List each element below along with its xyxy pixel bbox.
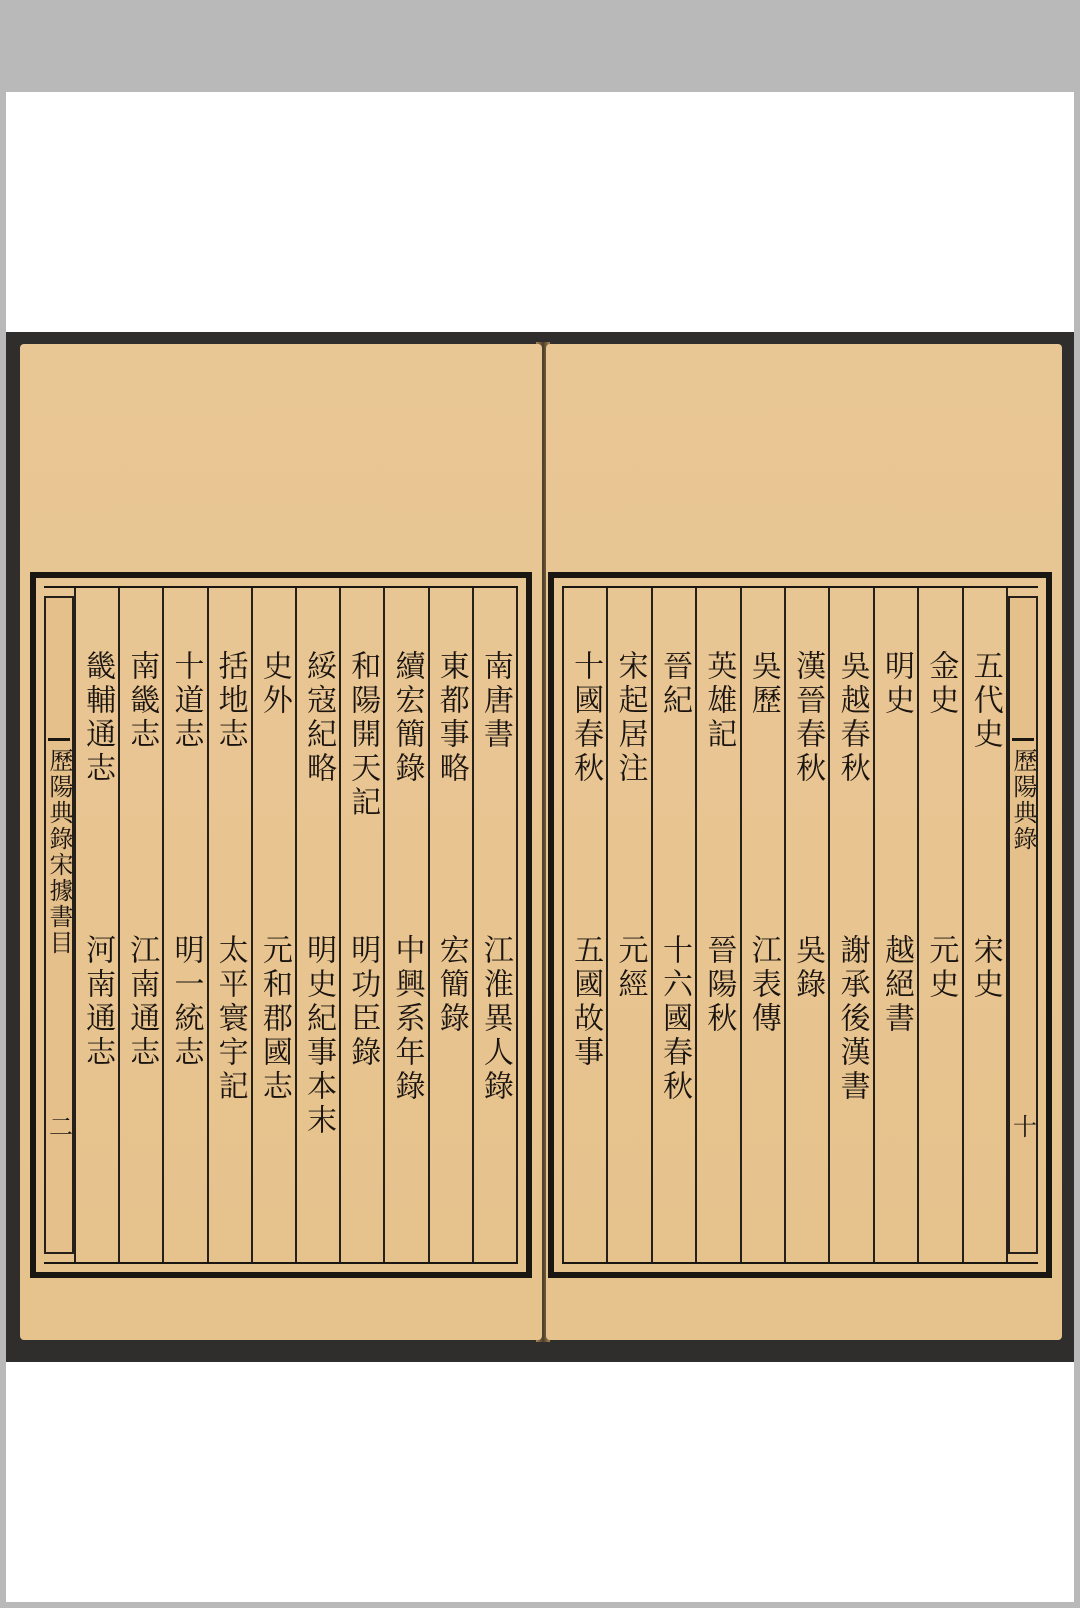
left-margin-strip xyxy=(44,596,74,1254)
column xyxy=(339,588,383,1262)
column xyxy=(784,588,828,1262)
book-title-entry: 宋起居注 xyxy=(612,650,648,786)
book-title-entry: 江南通志 xyxy=(124,934,160,1070)
book-title-entry: 晉紀 xyxy=(656,650,692,718)
column xyxy=(606,588,650,1262)
book-title-entry: 越絕書 xyxy=(878,934,914,1036)
column xyxy=(917,588,961,1262)
column xyxy=(74,588,118,1262)
column xyxy=(873,588,917,1262)
book-title-entry: 吳錄 xyxy=(790,934,826,1002)
book-title-entry: 河南通志 xyxy=(80,934,116,1070)
book-title-entry: 謝承後漢書 xyxy=(834,934,870,1104)
book-title-entry: 南畿志 xyxy=(124,650,160,752)
book-title-entry: 括地志 xyxy=(212,650,248,752)
column xyxy=(251,588,295,1262)
book-title-entry: 十國春秋 xyxy=(568,650,604,786)
book-title-entry: 晉陽秋 xyxy=(701,934,737,1036)
column xyxy=(383,588,427,1262)
book-title-entry: 明史 xyxy=(878,650,914,718)
right-margin-title: 歷陽典錄 xyxy=(1009,748,1037,852)
column xyxy=(962,588,1008,1262)
book-title-entry: 續宏簡錄 xyxy=(389,650,425,786)
column xyxy=(651,588,695,1262)
book-title-entry: 明一統志 xyxy=(168,934,204,1070)
book-title-entry: 元經 xyxy=(612,934,648,1002)
book-title-entry: 宏簡錄 xyxy=(433,934,469,1036)
book-title-entry: 宋史 xyxy=(967,934,1003,1002)
column xyxy=(472,588,518,1262)
book-title-entry: 五代史 xyxy=(967,650,1003,752)
book-title-entry: 英雄記 xyxy=(701,650,737,752)
book-title-entry: 五國故事 xyxy=(568,934,604,1070)
book-title-entry: 明功臣錄 xyxy=(345,934,381,1070)
book-title-entry: 明史紀事本末 xyxy=(301,934,337,1138)
right-print-block xyxy=(548,572,1052,1278)
book-title-entry: 江表傳 xyxy=(745,934,781,1036)
right-columns xyxy=(562,588,1008,1262)
left-folio-number: 二 xyxy=(44,1114,73,1138)
column xyxy=(428,588,472,1262)
left-print-block xyxy=(30,572,532,1278)
book-title-entry: 東都事略 xyxy=(433,650,469,786)
column xyxy=(828,588,872,1262)
book-title-entry: 元和郡國志 xyxy=(256,934,292,1104)
column xyxy=(207,588,251,1262)
book-title-entry: 史外 xyxy=(256,650,292,718)
left-page xyxy=(20,344,542,1340)
column xyxy=(562,588,606,1262)
book-title-entry: 十道志 xyxy=(168,650,204,752)
book-title-entry: 金史 xyxy=(923,650,959,718)
book-title-entry: 綏寇紀略 xyxy=(301,650,337,786)
column xyxy=(740,588,784,1262)
column xyxy=(162,588,206,1262)
book-title-entry: 漢晉春秋 xyxy=(790,650,826,786)
book-title-entry: 畿輔通志 xyxy=(80,650,116,786)
book-title-entry: 和陽開天記 xyxy=(345,650,381,820)
left-columns xyxy=(74,588,518,1262)
book-title-entry: 十六國春秋 xyxy=(656,934,692,1104)
column xyxy=(118,588,162,1262)
book-scan xyxy=(6,332,1074,1362)
book-title-entry: 吳歷 xyxy=(745,650,781,718)
left-margin-title: 歷陽典錄宋據書目 xyxy=(45,748,73,956)
column xyxy=(295,588,339,1262)
book-title-entry: 中興系年錄 xyxy=(389,934,425,1104)
book-title-entry: 太平寰宇記 xyxy=(212,934,248,1104)
book-title-entry: 吳越春秋 xyxy=(834,650,870,786)
right-page xyxy=(546,344,1062,1340)
book-title-entry: 南唐書 xyxy=(477,650,513,752)
column xyxy=(695,588,739,1262)
book-title-entry: 江淮異人錄 xyxy=(477,934,513,1104)
right-folio-number: 十 xyxy=(1008,1114,1037,1138)
right-margin-strip xyxy=(1008,596,1038,1254)
book-title-entry: 元史 xyxy=(923,934,959,1002)
